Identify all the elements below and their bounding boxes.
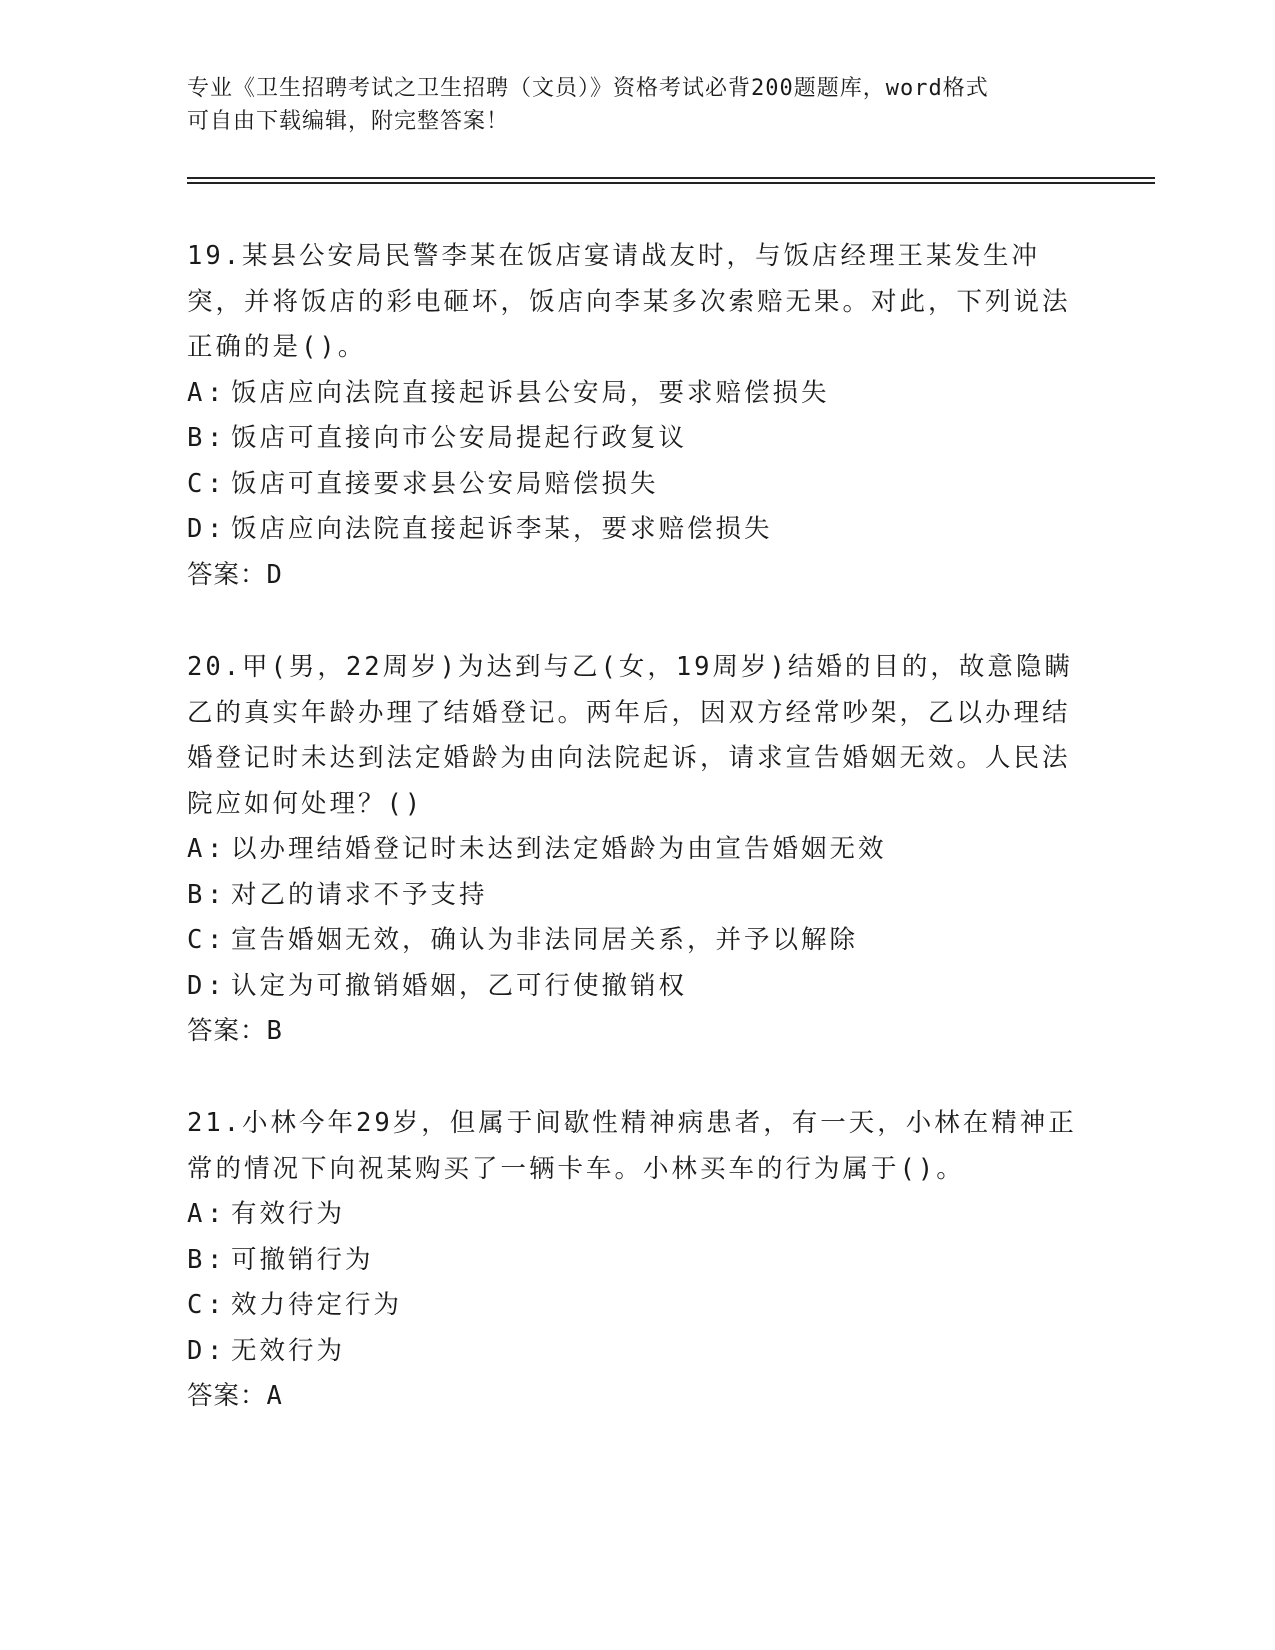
option-separator: : <box>207 423 223 453</box>
answer-line: 答案：B <box>187 1016 283 1046</box>
option-letter: D <box>187 970 203 1001</box>
option-text: 有效行为 <box>231 1199 346 1229</box>
header-divider-top <box>187 177 1155 179</box>
option-separator: : <box>207 514 223 544</box>
header-divider-bottom <box>187 182 1155 184</box>
option-d <box>187 964 1087 1010</box>
option-separator: : <box>207 970 223 1001</box>
option-a <box>187 827 1087 873</box>
option-text: 认定为可撤销婚姻，乙可行使撤销权 <box>231 970 688 1001</box>
question-21 <box>187 1101 1087 1420</box>
option-text: 效力待定行为 <box>231 1290 403 1320</box>
question-stem: 20.甲(男，22周岁)为达到与乙(女，19周岁)结婚的目的，故意隐瞒乙的真实年龄办理了结婚登记。两年后，因双方经常吵架，乙以办理结婚登记时未达到法定婚龄为由向法院起诉，请求宣告婚姻无效。人民法院应如何处理？() <box>187 652 1073 819</box>
answer-line: 答案：A <box>187 1381 283 1411</box>
option-c <box>187 462 1087 508</box>
option-b <box>187 1238 1087 1284</box>
option-separator: : <box>207 925 223 955</box>
option-letter: C <box>187 1290 203 1320</box>
option-letter: D <box>187 1335 203 1366</box>
option-letter: B <box>187 879 203 910</box>
option-separator: : <box>207 1244 223 1275</box>
option-text: 宣告婚姻无效，确认为非法同居关系，并予以解除 <box>231 925 859 955</box>
question-20 <box>187 645 1087 1055</box>
option-letter: A <box>187 1199 203 1229</box>
option-letter: A <box>187 377 203 408</box>
option-text: 饭店应向法院直接起诉李某，要求赔偿损失 <box>231 514 773 544</box>
option-text: 可撤销行为 <box>231 1244 374 1275</box>
answer-line: 答案：D <box>187 559 283 590</box>
question-19 <box>187 234 1087 598</box>
option-text: 无效行为 <box>231 1335 346 1366</box>
option-c <box>187 918 1087 964</box>
option-a <box>187 371 1087 417</box>
document-header <box>187 72 1087 138</box>
option-letter: C <box>187 468 203 499</box>
option-separator: : <box>207 879 223 910</box>
option-b <box>187 873 1087 919</box>
option-text: 饭店可直接向市公安局提起行政复议 <box>231 423 688 453</box>
option-letter: A <box>187 834 203 864</box>
option-separator: : <box>207 834 223 864</box>
option-a <box>187 1192 1087 1238</box>
option-text: 饭店可直接要求县公安局赔偿损失 <box>231 468 659 499</box>
option-text: 饭店应向法院直接起诉县公安局，要求赔偿损失 <box>231 377 830 408</box>
question-stem: 19.某县公安局民警李某在饭店宴请战友时，与饭店经理王某发生冲突，并将饭店的彩电砸坏，饭店向李某多次索赔无果。对此，下列说法正确的是()。 <box>187 241 1071 362</box>
option-separator: : <box>207 1290 223 1320</box>
option-letter: D <box>187 514 203 544</box>
option-text: 对乙的请求不予支持 <box>231 879 488 910</box>
header-title-line-2: 可自由下载编辑，附完整答案！ <box>187 109 510 134</box>
option-letter: C <box>187 925 203 955</box>
header-title-line-1: 专业《卫生招聘考试之卫生招聘（文员）》资格考试必背200题题库，word格式 <box>187 76 989 101</box>
option-c <box>187 1283 1087 1329</box>
option-letter: B <box>187 1244 203 1275</box>
option-separator: : <box>207 1335 223 1366</box>
option-b <box>187 416 1087 462</box>
question-stem: 21.小林今年29岁，但属于间歇性精神病患者，有一天，小林在精神正常的情况下向祝某购买了一辆卡车。小林买车的行为属于()。 <box>187 1108 1077 1184</box>
option-separator: : <box>207 377 223 408</box>
option-d <box>187 507 1087 553</box>
option-letter: B <box>187 423 203 453</box>
option-separator: : <box>207 1199 223 1229</box>
option-text: 以办理结婚登记时未达到法定婚龄为由宣告婚姻无效 <box>231 834 887 864</box>
option-d <box>187 1329 1087 1375</box>
option-separator: : <box>207 468 223 499</box>
